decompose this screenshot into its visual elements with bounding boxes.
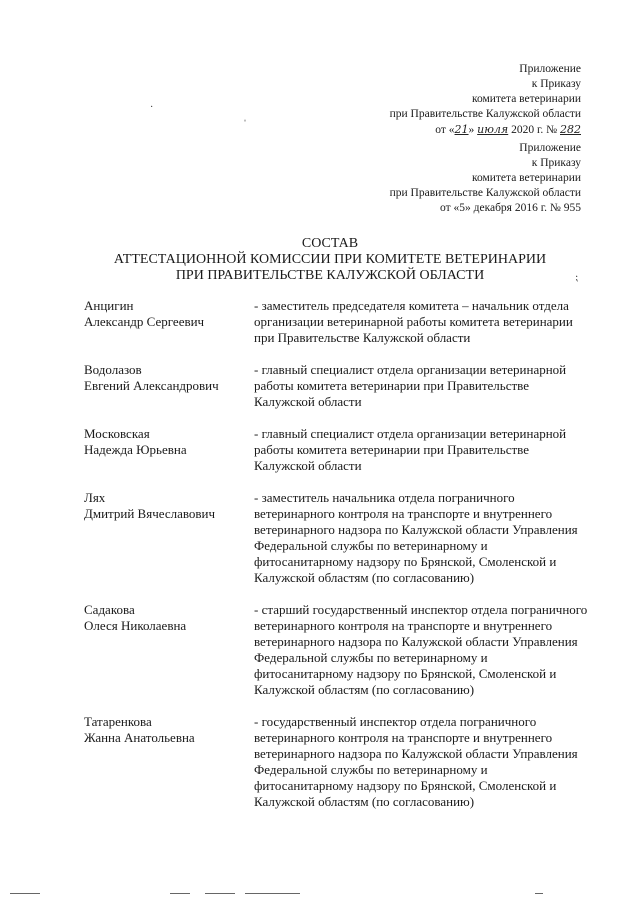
member-name [84,714,254,810]
scan-speck: · [150,102,154,113]
member-entry [84,602,594,698]
title-line: СОСТАВ [301,236,359,251]
member-role: - заместитель председателя комитета – начальник отдела организации ветеринарной работы комитета ветеринарии при Правительстве Калужской области [254,298,573,345]
member-role: - заместитель начальника отдела пограничного ветеринарного контроля на транспорте и внутреннего ветеринарного надзора по Калужской области Управления Федеральной службы по ветеринарному и фитосанитарному надзору по Брянской, Смоленской и Калужской областям (по согласованию) [254,490,578,585]
member-given-name: Александр Сергеевич [84,314,205,329]
appendix-line: к Приказу [531,78,581,90]
member-name [84,602,254,698]
appendix-line: при Правительстве Калужской области [389,108,581,120]
scan-edge-line [535,893,543,894]
appendix-date-line [390,122,581,138]
appendix-line: от «5» декабря 2016 г. № 955 [439,202,581,214]
handwritten-month: июля [477,123,509,136]
member-given-name: Дмитрий Вячеславович [84,506,216,521]
member-entry [84,714,594,810]
member-given-name: Олеся Николаевна [84,618,187,633]
appendix-line: к Приказу [531,157,581,169]
scan-edge-line [170,893,190,894]
appendix-line: комитета ветеринарии [471,172,581,184]
member-given-name: Жанна Анатольевна [84,730,195,745]
appendix-line: при Правительстве Калужской области [389,187,581,199]
member-surname: Анцигин [84,298,134,313]
member-name [84,362,254,410]
scan-edge-line [245,893,300,894]
member-surname: Лях [84,490,106,505]
appendix-header-previous [390,141,581,216]
member-surname: Садакова [84,602,135,617]
date-year: 2020 г. № [508,124,560,136]
scan-speck: ⁏ [575,272,579,283]
member-given-name: Евгений Александрович [84,378,219,393]
date-prefix: от « [435,124,455,136]
member-role: - главный специалист отдела организации ветеринарной работы комитета ветеринарии при Правительстве Калужской области [254,362,567,409]
member-surname: Водолазов [84,362,142,377]
handwritten-number: 282 [560,123,581,136]
member-role: - старший государственный инспектор отдела пограничного ветеринарного контроля на транспорте и внутреннего ветеринарного надзора по Калужской области Управления Федеральной службы по ветеринарному и фитосанитарному надзору по Брянской, Смоленской и Калужской областям (по согласованию) [254,602,588,697]
member-entry [84,490,594,586]
member-surname: Московская [84,426,150,441]
appendix-line: комитета ветеринарии [471,93,581,105]
member-given-name: Надежда Юрьевна [84,442,187,457]
title-line: ПРИ ПРАВИТЕЛЬСТВЕ КАЛУЖСКОЙ ОБЛАСТИ [175,268,485,283]
date-separator: » [468,124,478,136]
title-line: АТТЕСТАЦИОННОЙ КОМИССИИ ПРИ КОМИТЕТЕ ВЕТЕРИНАРИИ [113,252,547,267]
scan-edge-line [10,893,40,894]
member-name [84,426,254,474]
appendix-line: Приложение [519,63,581,75]
appendix-line: Приложение [519,142,581,154]
member-role: - государственный инспектор отдела пограничного ветеринарного контроля на транспорте и внутреннего ветеринарного надзора по Калужской области Управления Федеральной службы по ветеринарному и фитосанитарному надзору по Брянской, Смоленской и Калужской областям (по согласованию) [254,714,578,809]
member-entry [84,362,594,410]
member-role: - главный специалист отдела организации ветеринарной работы комитета ветеринарии при Правительстве Калужской области [254,426,567,473]
member-name [84,298,254,346]
commission-members-list [84,298,594,810]
appendix-header-current [390,62,581,138]
member-name [84,490,254,586]
member-entry [84,426,594,474]
member-surname: Татаренкова [84,714,152,729]
scan-speck: ˈ [243,117,247,131]
member-entry [84,298,594,346]
handwritten-day: 21 [454,123,469,136]
scan-edge-line [205,893,235,894]
document-title [80,236,580,284]
